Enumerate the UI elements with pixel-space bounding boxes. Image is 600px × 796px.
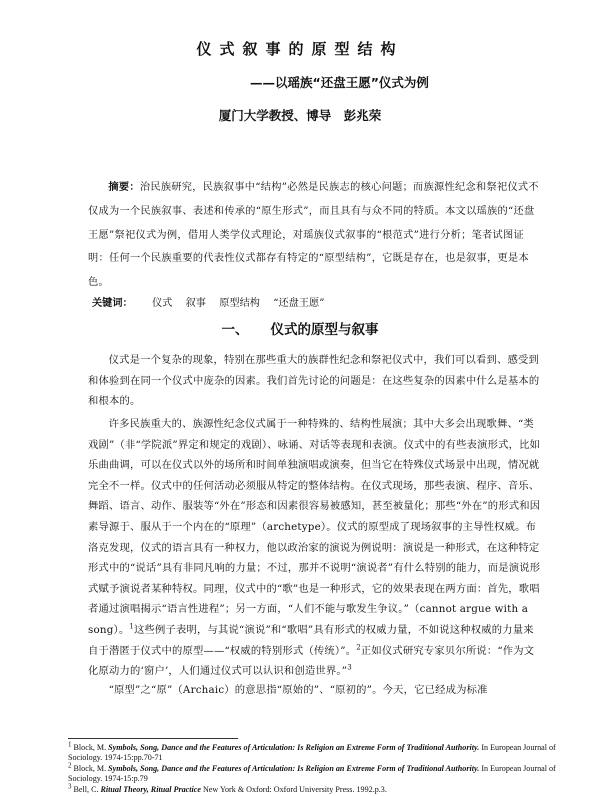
footnote-number: 2 bbox=[68, 761, 72, 770]
abstract bbox=[88, 176, 540, 295]
abstract-text: 治民族研究，民族叙事中“结构”必然是民族志的核心问题；而族源性纪念和祭祀仪式不仅成为一个民族叙事、表述和传承的“原生形式”，而且具有与众不同的特质。本文以瑶族的“还盘王愿”祭祀仪式为例，借用人类学仪式理论，对瑶族仪式叙事的“根范式”进行分析；笔者试图证明：任何一个民族重要的代表性仪式都存有特定的“原型结构”，它既是存在，也是叙事，更是本色。 bbox=[88, 182, 539, 289]
paragraph-text: 正如仪式研究专家贝尔所说：“作为文化原动力的‘窗户’，人们通过仪式可以认识和创造世界。” bbox=[88, 644, 535, 678]
keywords bbox=[92, 294, 324, 309]
footnote-number: 1 bbox=[68, 740, 72, 749]
footnote-title: Symbols, Song, Dance and the Features of Articulation: Is Religion an Extreme Form of Traditional Authority. bbox=[108, 764, 480, 773]
footnote-author: Block, M. bbox=[73, 743, 109, 752]
footnote bbox=[68, 740, 588, 764]
footnote-ref: 1 bbox=[129, 622, 135, 631]
section-title: 仪式的原型与叙事 bbox=[270, 322, 379, 338]
keyword-item: 仪式 bbox=[152, 298, 173, 309]
keyword-item: 原型结构 bbox=[219, 298, 260, 309]
body-paragraph: 仪式是一个复杂的现象，特别在那些重大的族群性纪念和祭祀仪式中，我们可以看到、感受到和体验到在同一个仪式中庞杂的因素。我们首先讨论的问题是：在这些复杂的因素中什么是基本的和根本的。 bbox=[88, 354, 540, 408]
footnote bbox=[68, 782, 588, 795]
footnote-author: Block, M. bbox=[73, 764, 109, 773]
paper-subtitle: ——以瑶族“还盘王愿”仪式为例 bbox=[250, 75, 429, 90]
section-heading bbox=[0, 318, 600, 338]
footnote-title: Symbols, Song, Dance and the Features of Articulation: Is Religion an Extreme Form of Traditional Authority. bbox=[108, 743, 480, 752]
paper-author: 厦门大学教授、博导 彭兆荣 bbox=[218, 108, 382, 123]
paragraph-text: 许多民族重大的、族源性纪念仪式属于一种特殊的、结构性展演；其中大多会出现歌舞、“类戏剧”（非“学院派”界定和规定的戏剧）、咏诵、对话等表现和表演。仪式中的有些表演形式，比如乐曲曲调，可以在仪式以外的场所和时间单独演唱或演奏，但当它在特殊仪式场景中出现，情况就完全不一样。仪式中的任何活动必须服从特定的整体结构。在仪式现场，那些表演、程序、音乐、舞蹈、语言、动作、服装等“外在”形态和因素很容易被感知，甚至被量化；那些“外在”的形式和因素导源于、服从于一个内在的“原理”（archetype）。仪式的原型成了现场叙事的主导性权威。布洛克发现，仪式的语言具有一种权力，他以政治家的演说为例说明：演说是一种形式，在这种特定形式中的“说话”具有非同凡响的力量；不过，那并不说明“演说者”有什么特别的能力，而是演说形式赋予演说者某种特权。同理，仪式中的“歌”也是一种形式，它的效果表现在两方面：首先，歌唱者通过演唱揭示“语言性进程”；另一方面，“人们不能与歌发生争议。”（cannot argue with a song）。 bbox=[88, 418, 541, 636]
paper-title: 仪式叙事的原型结构 bbox=[196, 40, 404, 58]
paragraph-text: 这些例子表明，与其说“演说”和“歌唱”具有形式的权威力量，不如说这种权威的力量来自于潜匿于仪式中的原型——“权威的特别形式（传统）”。 bbox=[88, 623, 534, 657]
body-paragraph: “原型”之“原”（Archaic）的意思指“原始的”、“原初的”。今天，它已经成为标准 bbox=[108, 684, 488, 696]
footnote bbox=[68, 761, 588, 785]
footnote-source: New York & Oxford: Oxford University Press. 1992.p.3. bbox=[200, 785, 387, 794]
section-number: 一、 bbox=[221, 322, 249, 338]
keyword-item: “还盘王愿” bbox=[273, 298, 325, 309]
footnote-source: In European Journal of Sociology. 1974-15:pp.70-71 bbox=[68, 743, 556, 763]
footnote-ref: 2 bbox=[356, 643, 361, 652]
footnote-title: Ritual Theory, Ritual Practice bbox=[100, 785, 201, 794]
body-paragraph bbox=[88, 414, 544, 682]
keyword-item: 叙事 bbox=[185, 298, 206, 309]
footnote-number: 3 bbox=[68, 782, 72, 791]
footnote-ref: 3 bbox=[347, 663, 352, 672]
footnote-author: Bell, C. bbox=[73, 785, 101, 794]
keywords-label: 关键词： bbox=[92, 297, 133, 309]
footnote-divider bbox=[68, 738, 238, 739]
abstract-label: 摘要： bbox=[108, 181, 140, 193]
footnote-source: In European Journal of Sociology. 1974-15:p.79 bbox=[68, 764, 556, 784]
